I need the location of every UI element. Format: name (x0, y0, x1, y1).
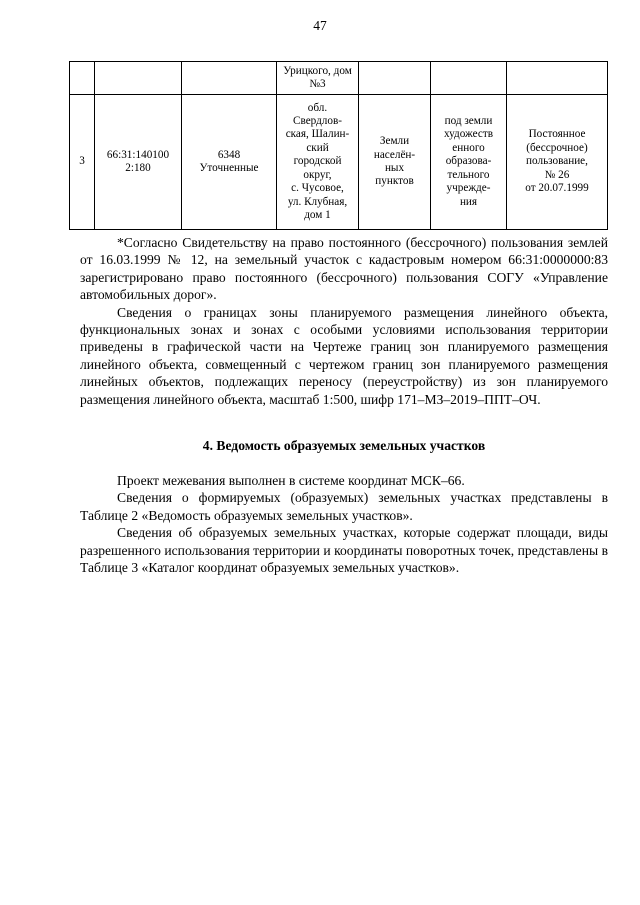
area-cell (182, 95, 277, 230)
section-heading: 4. Ведомость образуемых земельных участков (202, 438, 486, 453)
text-block-upper (80, 234, 608, 408)
table-cell (359, 62, 431, 95)
cell-line: Земли (379, 135, 410, 148)
cadastral-number-line: 66:31:140100 (106, 148, 170, 161)
cell-line: ния (459, 195, 478, 208)
cell-line: тельного (447, 168, 490, 181)
table-row (70, 95, 608, 230)
cell-line: Свердлов- (293, 115, 342, 128)
zones-paragraph: Сведения о границах зоны планируемого размещения линейного объекта, функциональных зонах и зонах с особыми условиями использования территории приведены в графической части на Чертеже границ зон планируемого размещения линейного объекта, совмещенный с чертежом границ зон планируемого размещения линейных объектов, подлежащих переносу (переустройству) из зон планируемого размещения линейного объекта, масштаб 1:500, шифр 171–МЗ–2019–ППТ–ОЧ. (80, 304, 608, 407)
cell-line: округ, (303, 168, 332, 181)
address-cell: Урицкого, дом №3 (277, 62, 359, 95)
table-cell (431, 62, 507, 95)
cadastral-number-cell (95, 95, 182, 230)
table2-reference-paragraph: Сведения о формируемых (образуемых) земельных участках представлены в Таблице 2 «Ведомость образуемых земельных участков». (80, 490, 608, 523)
cell-line: пунктов (375, 175, 414, 188)
cell-line: ных (384, 162, 405, 174)
coordinate-system-paragraph: Проект межевания выполнен в системе координат МСК–66. (117, 473, 465, 488)
cell-line: обл. (307, 101, 328, 114)
cell-line: ская, Шалин- (285, 128, 350, 141)
cell-line: населён- (373, 148, 416, 161)
cell-line: (бессрочное) (526, 141, 588, 154)
cell-line: дом 1 (304, 208, 331, 221)
land-parcels-table (69, 61, 608, 230)
area-status: Уточненные (199, 162, 259, 174)
cell-line: енного (452, 141, 485, 154)
cell-line: ский (306, 141, 329, 154)
table-cell (95, 62, 182, 95)
section-heading-block (80, 437, 608, 454)
cell-line: образова- (445, 155, 492, 168)
table-row (70, 62, 608, 95)
cell-line: с. Чусовое, (291, 182, 344, 195)
cell-line: художеств (443, 128, 494, 141)
page-number: 47 (313, 18, 327, 33)
address-cell (277, 95, 359, 230)
cell-line: от 20.07.1999 (525, 182, 589, 195)
cell-line: под земли (444, 115, 493, 128)
land-category-cell (359, 95, 431, 230)
cell-line: ул. Клубная, (287, 195, 348, 208)
permitted-use-cell (431, 95, 507, 230)
cell-line: учрежде- (446, 182, 491, 195)
cell-line: Постоянное (528, 128, 586, 141)
footnote-paragraph: *Согласно Свидетельству на право постоянного (бессрочного) пользования землей от 16.03.1999 № 12, на земельный участок с кадастровым номером 66:31:0000000:83 зарегистрировано право постоянного (бессрочного) пользования СОГУ «Управление автомобильных дорог». (80, 235, 608, 303)
table-cell (182, 62, 277, 95)
cell-line: № 26 (544, 168, 570, 181)
cadastral-number-line: 2:180 (125, 162, 151, 174)
area-value: 6348 (217, 148, 241, 161)
right-type-cell (507, 95, 608, 230)
cell-line: пользование, (526, 155, 588, 168)
table3-reference-paragraph: Сведения об образуемых земельных участках, которые содержат площади, виды разрешенного использования территории и координаты поворотных точек, представлены в Таблице 3 «Каталог координат образуемых земельных участков». (80, 525, 608, 576)
table-cell (507, 62, 608, 95)
text-block-lower (80, 472, 608, 576)
cell-line: городской (293, 155, 342, 168)
row-number-cell: 3 (70, 95, 95, 230)
table-cell (70, 62, 95, 95)
